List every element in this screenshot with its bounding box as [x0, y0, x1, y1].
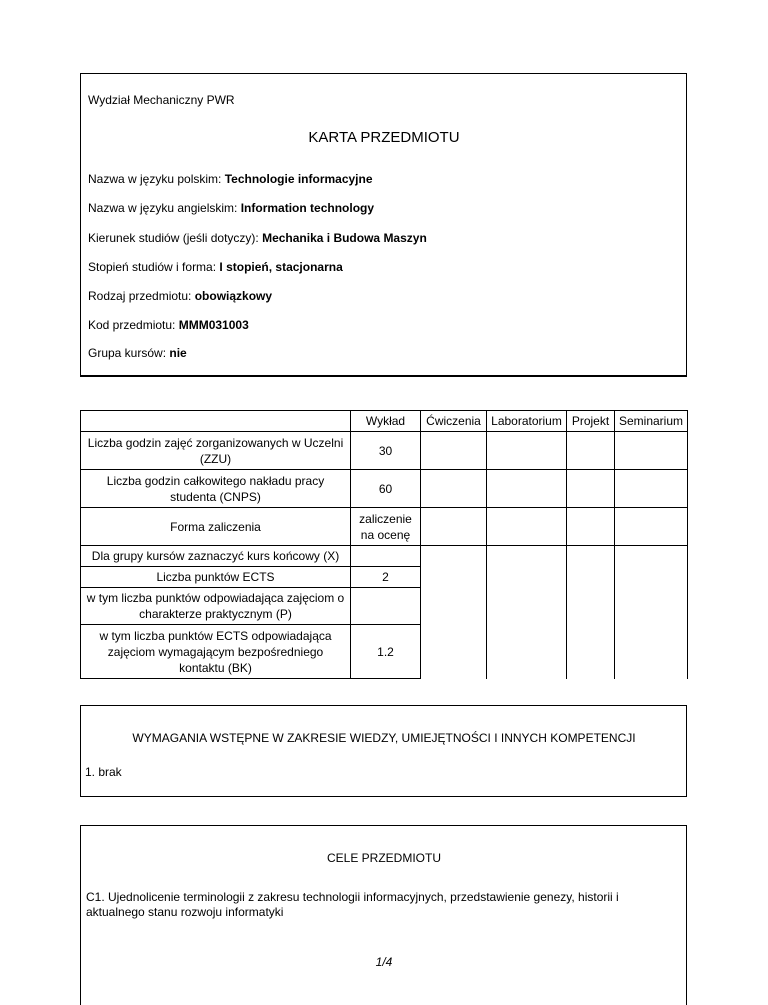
- table-row: [81, 432, 688, 470]
- table-row: [81, 508, 688, 546]
- table-cell: [421, 588, 487, 625]
- row-label: Liczba godzin zajęć zorganizowanych w Uczelni (ZZU): [81, 432, 351, 470]
- requirements-item: 1. brak: [85, 765, 122, 779]
- row-label: w tym liczba punktów odpowiadająca zajęciom o charakterze praktycznym (P): [81, 588, 351, 625]
- table-cell: [615, 432, 688, 470]
- row-label: Liczba punktów ECTS: [81, 567, 351, 588]
- table-cell: [421, 625, 487, 679]
- table-cell: [567, 508, 615, 546]
- page-number: 1/4: [375, 955, 393, 969]
- row-label: w tym liczba punktów ECTS odpowiadająca zajęciom wymagającym bezpośredniego kontaktu (BK): [81, 625, 351, 679]
- field-value: MMM031003: [178, 318, 249, 332]
- goals-title: CELE PRZEDMIOTU: [326, 851, 441, 865]
- field-label: Stopień studiów i forma:: [88, 260, 220, 274]
- faculty-name: Wydział Mechaniczny PWR: [88, 93, 235, 107]
- field-field-of-study: [88, 231, 427, 245]
- table-cell: [567, 546, 615, 567]
- table-cell: [615, 567, 688, 588]
- table-row: [81, 588, 688, 625]
- table-header-row: [81, 411, 688, 432]
- column-header: Laboratorium: [487, 411, 567, 432]
- table-row: [81, 625, 688, 679]
- field-label: Rodzaj przedmiotu:: [88, 289, 195, 303]
- table-cell: [487, 508, 567, 546]
- row-label: Forma zaliczenia: [81, 508, 351, 546]
- table-cell: zaliczenie na ocenę: [351, 508, 421, 546]
- table-corner-cell: [81, 411, 351, 432]
- column-header: Projekt: [567, 411, 615, 432]
- table-cell: [567, 432, 615, 470]
- table-cell: [615, 508, 688, 546]
- table-cell: [615, 470, 688, 508]
- table-cell: [351, 546, 421, 567]
- table-cell: [421, 470, 487, 508]
- field-course-type: [88, 289, 272, 303]
- table-cell: [421, 508, 487, 546]
- field-degree-level: [88, 260, 343, 274]
- goals-item: C1. Ujednolicenie terminologii z zakresu technologii informacyjnych, przedstawienie genezy, historii i aktualnego stanu rozwoju informatyki: [86, 890, 619, 919]
- table-row: [81, 567, 688, 588]
- field-value: obowiązkowy: [194, 289, 273, 303]
- table-cell: [487, 588, 567, 625]
- table-cell: [615, 625, 688, 679]
- field-value: Information technology: [240, 201, 375, 215]
- field-value: Mechanika i Budowa Maszyn: [262, 231, 427, 245]
- row-label: Liczba godzin całkowitego nakładu pracy studenta (CNPS): [81, 470, 351, 508]
- table-cell: [421, 546, 487, 567]
- table-cell: [567, 588, 615, 625]
- field-label: Nazwa w języku angielskim:: [88, 201, 241, 215]
- table-cell: 30: [351, 432, 421, 470]
- requirements-box: [80, 705, 687, 797]
- requirements-title: WYMAGANIA WSTĘPNE W ZAKRESIE WIEDZY, UMIEJĘTNOŚCI I INNYCH KOMPETENCJI: [132, 731, 636, 745]
- column-header: Seminarium: [615, 411, 688, 432]
- table-cell: 60: [351, 470, 421, 508]
- table-row: [81, 546, 688, 567]
- card-title: KARTA PRZEDMIOTU: [308, 129, 460, 146]
- table-cell: [567, 625, 615, 679]
- table-cell: [567, 470, 615, 508]
- table-cell: [567, 567, 615, 588]
- field-value: nie: [169, 346, 187, 360]
- field-label: Grupa kursów:: [88, 346, 170, 360]
- table-cell: [615, 546, 688, 567]
- field-label: Kierunek studiów (jeśli dotyczy):: [88, 231, 263, 245]
- table-row: [81, 470, 688, 508]
- field-course-group: [88, 346, 187, 360]
- table-cell: [421, 567, 487, 588]
- field-value: I stopień, stacjonarna: [219, 260, 343, 274]
- table-cell: [487, 470, 567, 508]
- field-label: Nazwa w języku polskim:: [88, 172, 225, 186]
- table-cell: [487, 625, 567, 679]
- column-header: Wykład: [351, 411, 421, 432]
- table-cell: [487, 432, 567, 470]
- table-cell: [421, 432, 487, 470]
- table-cell: [351, 588, 421, 625]
- field-label: Kod przedmiotu:: [88, 318, 179, 332]
- field-value: Technologie informacyjne: [224, 172, 373, 186]
- field-english-name: [88, 201, 374, 215]
- field-polish-name: [88, 172, 373, 186]
- table-cell: 2: [351, 567, 421, 588]
- table-cell: [615, 588, 688, 625]
- field-course-code: [88, 318, 249, 332]
- column-header: Ćwiczenia: [421, 411, 487, 432]
- row-label: Dla grupy kursów zaznaczyć kurs końcowy (X): [81, 546, 351, 567]
- table-cell: [487, 567, 567, 588]
- hours-table: [80, 410, 688, 679]
- table-cell: 1.2: [351, 625, 421, 679]
- table-cell: [487, 546, 567, 567]
